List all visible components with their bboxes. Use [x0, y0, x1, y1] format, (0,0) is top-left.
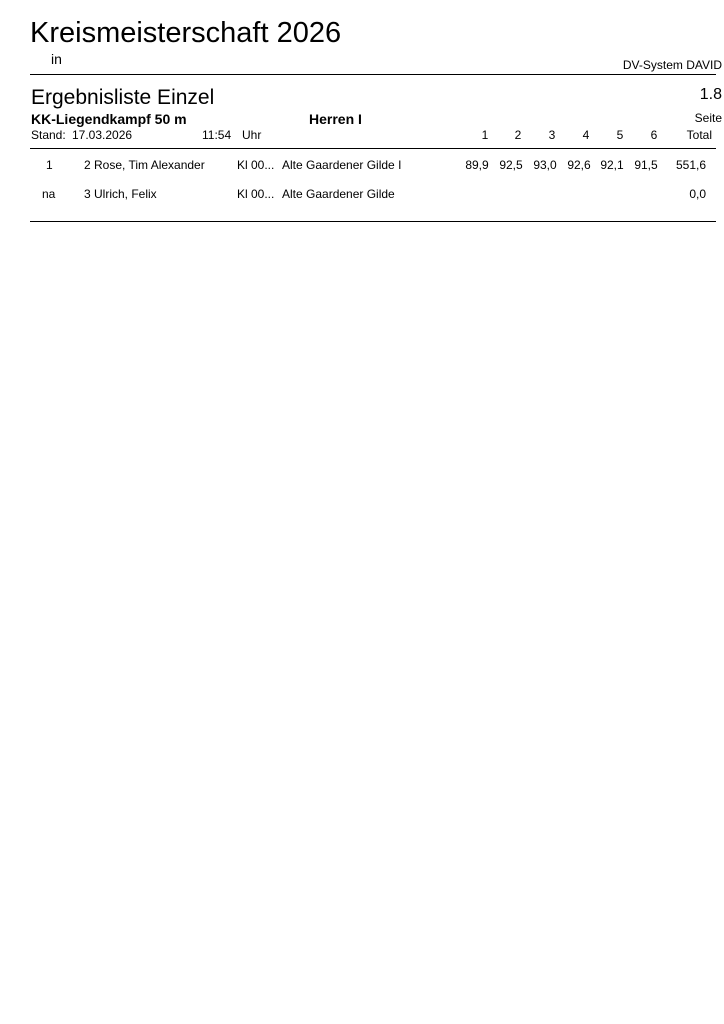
page-label: Seite — [694, 111, 722, 125]
series-score-4: 92,6 — [567, 158, 591, 172]
stand-time: 11:54 — [202, 128, 232, 142]
club-name: Alte Gaardener Gilde — [282, 187, 395, 201]
total-header: Total — [686, 128, 712, 142]
class-code: Kl 00... — [237, 158, 275, 172]
series-score-5: 92,1 — [600, 158, 624, 172]
total-score: 0,0 — [689, 187, 706, 201]
place: na — [42, 187, 56, 201]
table-top-divider — [30, 148, 716, 149]
document-type: Ergebnisliste Einzel — [31, 86, 215, 109]
series-score-2: 92,5 — [499, 158, 523, 172]
place: 1 — [46, 158, 53, 172]
system-label: DV-System DAVID — [622, 58, 722, 72]
location-prefix: in — [51, 51, 62, 67]
shooter-name: 3 Ulrich, Felix — [84, 187, 157, 201]
total-score: 551,6 — [675, 158, 706, 172]
discipline-title: KK-Liegendkampf 50 m — [31, 111, 187, 127]
series-header-1: 1 — [481, 128, 489, 142]
class-code: Kl 00... — [237, 187, 275, 201]
series-header-3: 3 — [548, 128, 556, 142]
stand-date: 17.03.2026 — [72, 128, 133, 142]
class-title: Herren I — [309, 111, 362, 127]
series-score-3: 93,0 — [533, 158, 557, 172]
header-divider — [30, 74, 716, 75]
series-score-6: 91,5 — [634, 158, 658, 172]
club-name: Alte Gaardener Gilde I — [282, 158, 402, 172]
shooter-name: 2 Rose, Tim Alexander — [84, 158, 205, 172]
series-header-4: 4 — [582, 128, 590, 142]
series-header-6: 6 — [650, 128, 658, 142]
table-bottom-divider — [30, 221, 716, 222]
series-header-2: 2 — [514, 128, 522, 142]
version-number: 1.8 — [699, 86, 722, 103]
series-header-5: 5 — [616, 128, 624, 142]
series-score-1: 89,9 — [465, 158, 489, 172]
event-title: Kreismeisterschaft 2026 — [30, 17, 342, 49]
stand-unit: Uhr — [242, 128, 262, 142]
stand-label: Stand: — [31, 128, 66, 142]
